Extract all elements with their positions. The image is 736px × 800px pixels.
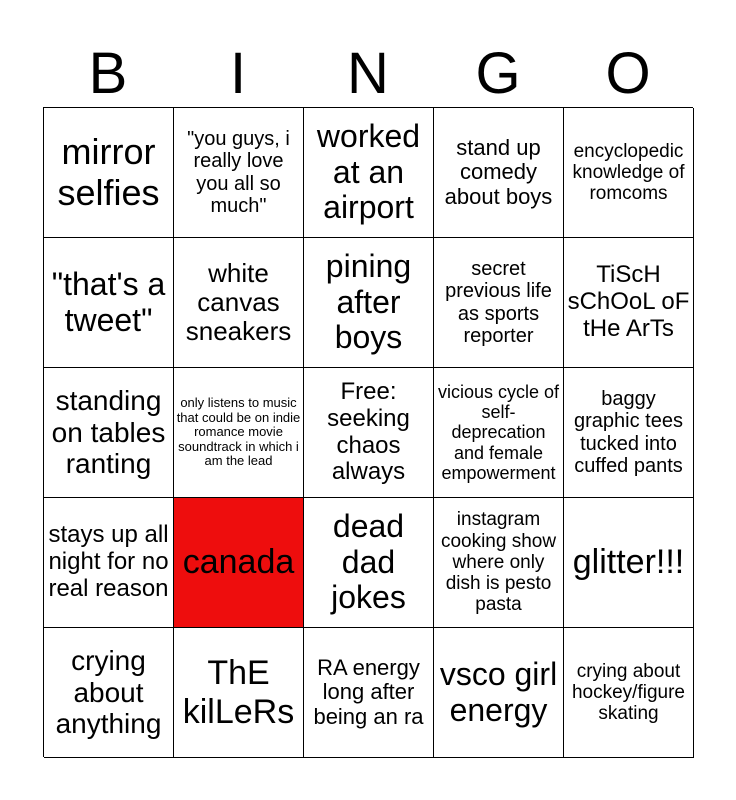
bingo-cell[interactable]: [174, 238, 304, 368]
cell-text: mirror selfies: [57, 131, 160, 213]
cell-text: secret previous life as sports reporter: [445, 257, 552, 347]
header-letter-g: G: [475, 41, 521, 106]
bingo-cell[interactable]: [434, 108, 564, 238]
bingo-cell[interactable]: [564, 238, 694, 368]
bingo-cell[interactable]: [564, 498, 694, 628]
header-letter-b: B: [88, 41, 128, 106]
cell-text: stand up comedy about boys: [444, 134, 553, 209]
header-letter-i: I: [229, 41, 247, 106]
cell-text: dead dad jokes: [331, 507, 406, 616]
bingo-cell[interactable]: [434, 238, 564, 368]
cell-text: baggy graphic tees tucked into cuffed pants: [574, 387, 683, 477]
cell-text: vsco girl energy: [439, 655, 558, 728]
cell-text: TiScH sChOoL oF tHe ArTs: [567, 261, 690, 342]
bingo-cell[interactable]: [44, 108, 174, 238]
bingo-cell[interactable]: [304, 108, 434, 238]
bingo-cell[interactable]: [434, 628, 564, 758]
bingo-cell[interactable]: [44, 368, 174, 498]
cell-text: glitter!!!: [572, 543, 685, 582]
cell-text: Free: seeking chaos always: [327, 377, 410, 486]
cell-text: canada: [182, 543, 295, 582]
free-space-cell[interactable]: [174, 498, 304, 628]
header-letter-o: O: [605, 41, 651, 106]
bingo-cell[interactable]: [174, 628, 304, 758]
cell-text: standing on tables ranting: [51, 385, 166, 480]
bingo-cell[interactable]: [564, 628, 694, 758]
cell-text: RA energy long after being an ra: [313, 654, 424, 729]
cell-text: vicious cycle of self-deprecation and female empowerment: [437, 382, 560, 483]
bingo-cell[interactable]: [44, 628, 174, 758]
cell-text: white canvas sneakers: [185, 257, 292, 347]
bingo-cell[interactable]: [304, 628, 434, 758]
cell-text: ThE kilLeRs: [182, 654, 295, 731]
bingo-cell[interactable]: [304, 238, 434, 368]
bingo-cell[interactable]: [44, 498, 174, 628]
cell-text: "you guys, i really love you all so much": [187, 127, 290, 217]
bingo-header: [43, 40, 693, 108]
header-letter-n: N: [347, 41, 389, 106]
cell-text: stays up all night for no real reason: [48, 521, 169, 602]
cell-text: crying about hockey/figure skating: [571, 660, 685, 725]
bingo-cell[interactable]: [44, 238, 174, 368]
cell-text: pining after boys: [325, 247, 412, 356]
cell-text: crying about anything: [55, 645, 162, 740]
bingo-cell[interactable]: [304, 368, 434, 498]
bingo-cell[interactable]: [174, 368, 304, 498]
cell-text: instagram cooking show where only dish is pesto pasta: [440, 509, 557, 616]
bingo-cell[interactable]: [434, 498, 564, 628]
bingo-cell[interactable]: [564, 368, 694, 498]
bingo-grid: [43, 107, 693, 757]
cell-text: encyclopedic knowledge of romcoms: [572, 140, 685, 205]
cell-text: only listens to music that could be on indie romance movie soundtrack in which i am the lead: [176, 395, 301, 469]
cell-text: worked at an airport: [316, 117, 421, 226]
cell-text: "that's a tweet": [51, 265, 166, 338]
bingo-cell[interactable]: [304, 498, 434, 628]
bingo-cell[interactable]: [434, 368, 564, 498]
bingo-cell[interactable]: [564, 108, 694, 238]
bingo-cell[interactable]: [174, 108, 304, 238]
